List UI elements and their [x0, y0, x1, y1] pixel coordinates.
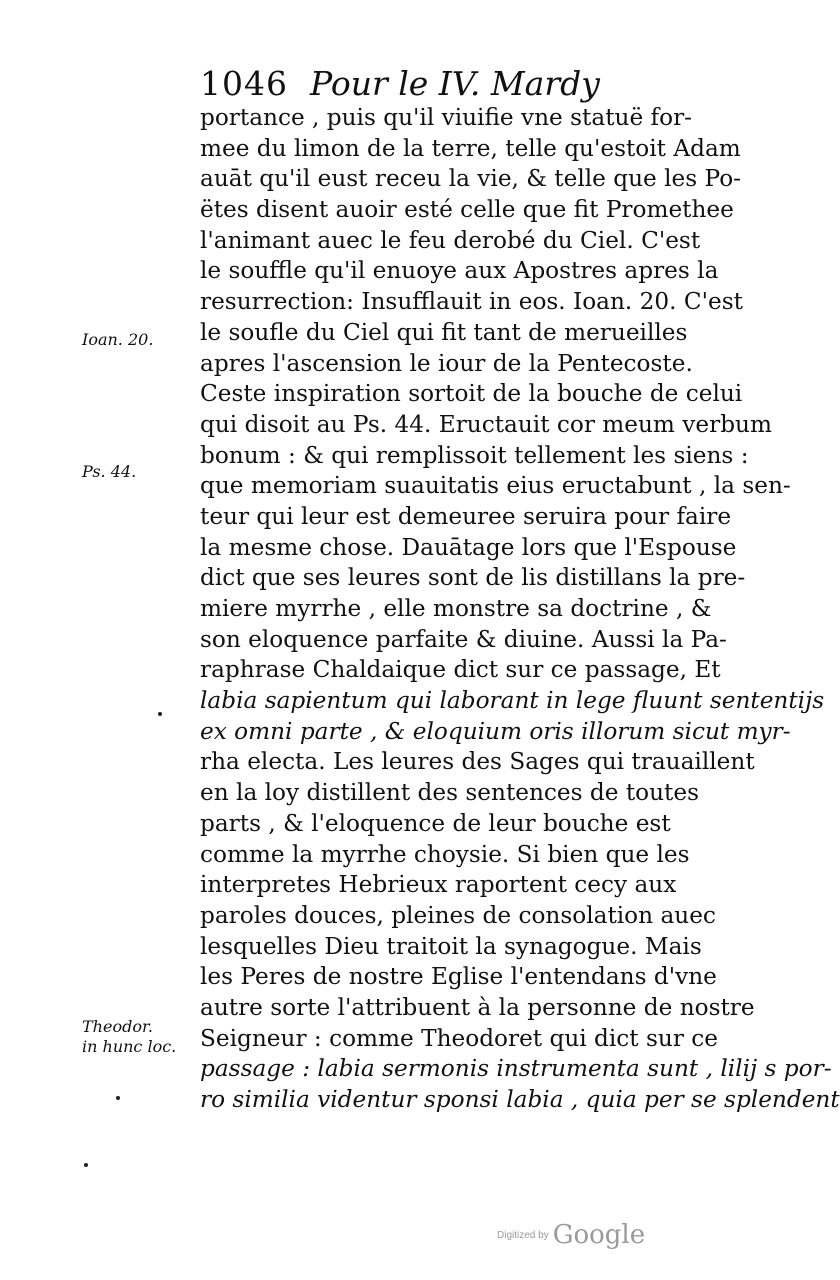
text-line: auāt qu'il eust receu la vie, & telle que les Po- — [200, 165, 741, 193]
running-title: Pour le IV. Mardy — [309, 64, 600, 103]
google-logo: Google — [552, 1220, 646, 1250]
text-line: labia sapientum qui laborant in lege fluunt sententijs — [200, 687, 825, 715]
page-header — [200, 62, 720, 106]
digitized-watermark — [497, 1220, 645, 1250]
text-line: resurrection: Insufflauit in eos. Ioan. 20. C'est — [200, 288, 743, 316]
text-line: portance , puis qu'il viuifie vne statuë for- — [200, 104, 692, 131]
text-line: ëtes disent auoir esté celle que fit Promethee — [200, 196, 734, 224]
text-line: ex omni parte , & eloquium oris illorum sicut myr- — [200, 717, 791, 745]
text-line: teur qui leur est demeuree seruira pour faire — [200, 502, 732, 530]
text-line: ro similia videntur sponsi labia , quia per se splendent — [200, 1086, 840, 1113]
text-line: paroles douces, pleines de consolation auec — [200, 901, 716, 929]
page-number: 1046 — [200, 64, 288, 103]
text-line: en la loy distillent des sentences de toutes — [200, 779, 699, 807]
margin-note-theodoret — [82, 1017, 176, 1057]
text-line: autre sorte l'attribuent à la personne de nostre — [200, 993, 755, 1021]
text-line: miere myrrhe , elle monstre sa doctrine , & — [200, 595, 712, 622]
text-line: comme la myrrhe choysie. Si bien que les — [200, 840, 690, 868]
ink-speck — [116, 1096, 120, 1100]
text-line: les Peres de nostre Eglise l'entendans d'vne — [200, 963, 717, 991]
watermark-prefix: Digitized by — [497, 1229, 549, 1241]
text-line: Seigneur : comme Theodoret qui dict sur ce — [200, 1024, 718, 1052]
text-line: son eloquence parfaite & diuine. Aussi la Pa- — [200, 625, 727, 653]
text-line: parts , & l'eloquence de leur bouche est — [200, 809, 671, 837]
text-line: mee du limon de la terre, telle qu'estoit Adam — [200, 134, 741, 162]
body-text — [200, 103, 840, 1116]
margin-note-theodoret-line2: in hunc loc. — [82, 1037, 177, 1056]
text-line: passage : labia sermonis instrumenta sunt , lilij s por- — [200, 1055, 832, 1083]
text-line: l'animant auec le feu derobé du Ciel. C'est — [200, 226, 701, 254]
margin-note-psalm: Ps. 44. — [82, 462, 137, 481]
text-line: rha electa. Les leures des Sages qui trauaillent — [200, 748, 755, 776]
text-line: le souffle qu'il enuoye aux Apostres apres la — [200, 257, 719, 285]
text-line: la mesme chose. Dauātage lors que l'Espouse — [200, 533, 737, 561]
margin-note-ioan: Ioan. 20. — [82, 330, 154, 349]
ink-speck — [84, 1163, 88, 1167]
text-line: interpretes Hebrieux raportent cecy aux — [200, 871, 677, 899]
text-line: qui disoit au Ps. 44. Eructauit cor meum verbum — [200, 410, 772, 438]
margin-note-theodoret-line1: Theodor. — [82, 1017, 153, 1036]
text-line: lesquelles Dieu traitoit la synagogue. Mais — [200, 932, 702, 960]
text-line: que memoriam suauitatis eius eructabunt , la sen- — [200, 472, 791, 500]
text-line: bonum : & qui remplissoit tellement les siens : — [200, 441, 749, 469]
text-line: raphrase Chaldaique dict sur ce passage, Et — [200, 656, 721, 684]
text-line: Ceste inspiration sortoit de la bouche de celui — [200, 380, 743, 408]
text-line: le soufle du Ciel qui fit tant de merueilles — [200, 318, 688, 346]
text-line: apres l'ascension le iour de la Pentecoste. — [200, 349, 693, 377]
ink-speck — [158, 712, 162, 716]
text-line: dict que ses leures sont de lis distillans la pre- — [200, 564, 746, 592]
